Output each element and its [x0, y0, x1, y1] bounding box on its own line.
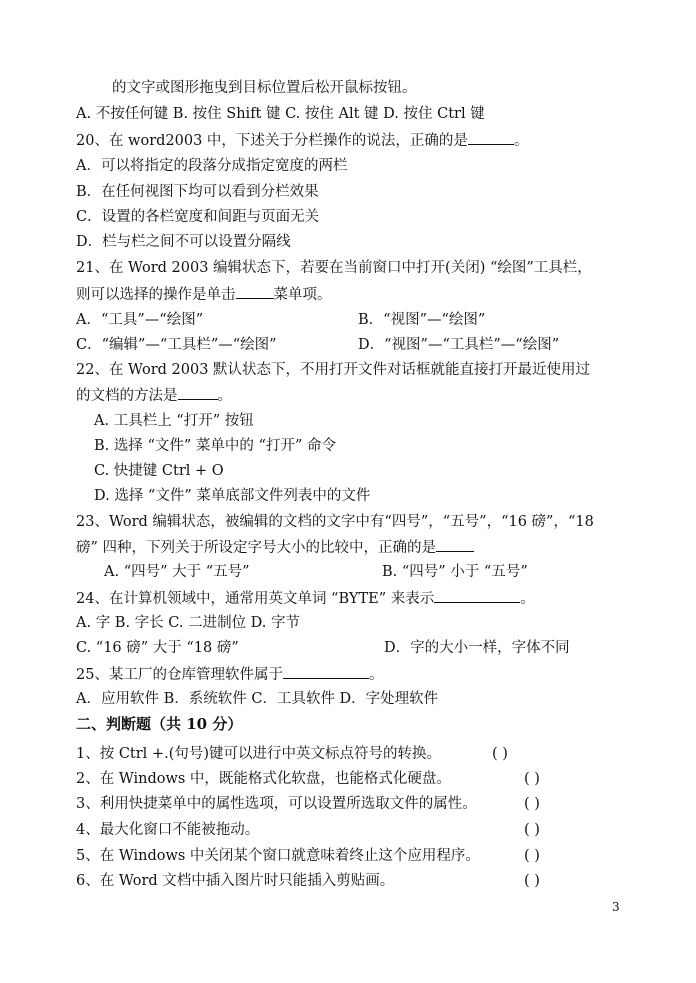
q24-option-c: C. “16 磅” 大于 “18 磅” — [76, 640, 239, 656]
q21-option-c: C．“编辑”—“工具栏”—“绘图” — [76, 337, 277, 353]
section-heading-true-false: 二、判断题（共 10 分） — [76, 715, 243, 733]
q25-stem-text: 25、某工厂的仓库管理软件属于 — [76, 667, 283, 683]
tf-item-1: 1、按 Ctrl +.(句号)键可以进行中英文标点符号的转换。 — [76, 746, 442, 762]
tf-item-3: 3、利用快捷菜单中的属性选项，可以设置所选取文件的属性。 — [76, 796, 477, 812]
q25-stem-end: 。 — [368, 667, 384, 683]
q21-stem-line1: 21、在 Word 2003 编辑状态下，若要在当前窗口中打开(关闭) “绘图”工具栏， — [76, 260, 592, 276]
q21-answer-blank — [236, 284, 274, 299]
q24-options-abcd: A. 字 B. 字长 C. 二进制位 D. 字节 — [76, 615, 301, 631]
q21-stem-text: 则可以选择的操作是单击 — [76, 287, 236, 303]
q24-stem — [76, 588, 535, 609]
q22-option-d: D. 选择 “文件” 菜单底部文件列表中的文件 — [94, 488, 371, 504]
q19-options: A. 不按任何键 B. 按住 Shift 键 C. 按住 Alt 键 D. 按住 Ctrl 键 — [76, 106, 485, 122]
q22-option-b: B. 选择 “文件” 菜单中的 “打开” 命令 — [94, 438, 336, 454]
q21-option-b: B．“视图”—“绘图” — [358, 312, 486, 328]
tf-item-5: 5、在 Windows 中关闭某个窗口就意味着终止这个应用程序。 — [76, 848, 480, 864]
q25-stem — [76, 664, 383, 685]
tf-paren-2: ( ) — [524, 771, 540, 787]
q21-stem-end: 菜单项。 — [273, 287, 332, 303]
q24-stem-end: 。 — [520, 591, 535, 607]
q25-options: A．应用软件 B．系统软件 C．工具软件 D．字处理软件 — [76, 691, 439, 707]
q23-stem-line1: 23、Word 编辑状态，被编辑的文档的文字中有“四号”，“五号”，“16 磅”，“18 — [76, 514, 594, 530]
q22-answer-blank — [178, 385, 218, 400]
q22-stem-line1: 22、在 Word 2003 默认状态下，不用打开文件对话框就能直接打开最近使用过 — [76, 362, 591, 378]
tf-item-6: 6、在 Word 文档中插入图片时只能插入剪贴画。 — [76, 873, 395, 889]
q21-stem-line2 — [76, 284, 332, 305]
tf-item-2: 2、在 Windows 中，既能格式化软盘，也能格式化硬盘。 — [76, 771, 451, 787]
q20-option-a: A．可以将指定的段落分成指定宽度的两栏 — [76, 158, 348, 174]
q23-stem-text: 磅” 四种，下列关于所设定字号大小的比较中，正确的是 — [76, 540, 437, 556]
tf-paren-1: ( ) — [492, 746, 508, 762]
tf-paren-4: ( ) — [524, 822, 540, 838]
q22-stem-end: 。 — [217, 388, 232, 404]
q20-answer-blank — [468, 130, 514, 145]
q20-option-d: D．栏与栏之间不可以设置分隔线 — [76, 234, 291, 250]
tf-paren-5: ( ) — [524, 848, 540, 864]
tf-paren-3: ( ) — [524, 796, 540, 812]
q22-stem-line2 — [76, 385, 232, 406]
q24-answer-blank — [434, 588, 520, 603]
q20-stem-text: 20、在 word2003 中，下述关于分栏操作的说法，正确的是 — [76, 133, 468, 149]
q20-option-b: B．在任何视图下均可以看到分栏效果 — [76, 184, 319, 200]
q23-option-a: A. “四号” 大于 “五号” — [104, 564, 250, 580]
q19-continuation: 的文字或图形拖曳到目标位置后松开鼠标按钮。 — [112, 80, 417, 96]
q25-answer-blank — [283, 664, 369, 679]
q23-answer-blank — [436, 537, 474, 552]
page-number: 3 — [612, 900, 620, 914]
q23-option-b: B. “四号” 小于 “五号” — [382, 564, 528, 580]
q20-option-c: C．设置的各栏宽度和间距与页面无关 — [76, 209, 320, 225]
q23-stem-line2 — [76, 537, 474, 558]
q20-stem — [76, 130, 528, 151]
q22-stem-text: 的文档的方法是 — [76, 388, 178, 404]
q21-option-d: D．“视图”—“工具栏”—“绘图” — [358, 337, 560, 353]
q24-stem-text: 24、在计算机领域中，通常用英文单词 “BYTE” 来表示 — [76, 591, 435, 607]
q22-option-a: A. 工具栏上 “打开” 按钮 — [94, 413, 254, 429]
tf-item-4: 4、最大化窗口不能被拖动。 — [76, 822, 260, 838]
q21-option-a: A．“工具”—“绘图” — [76, 312, 204, 328]
q20-stem-end: 。 — [513, 133, 529, 149]
tf-paren-6: ( ) — [524, 873, 540, 889]
q24-option-d: D．字的大小一样，字体不同 — [384, 640, 570, 656]
q22-option-c: C. 快捷键 Ctrl + O — [94, 463, 224, 479]
